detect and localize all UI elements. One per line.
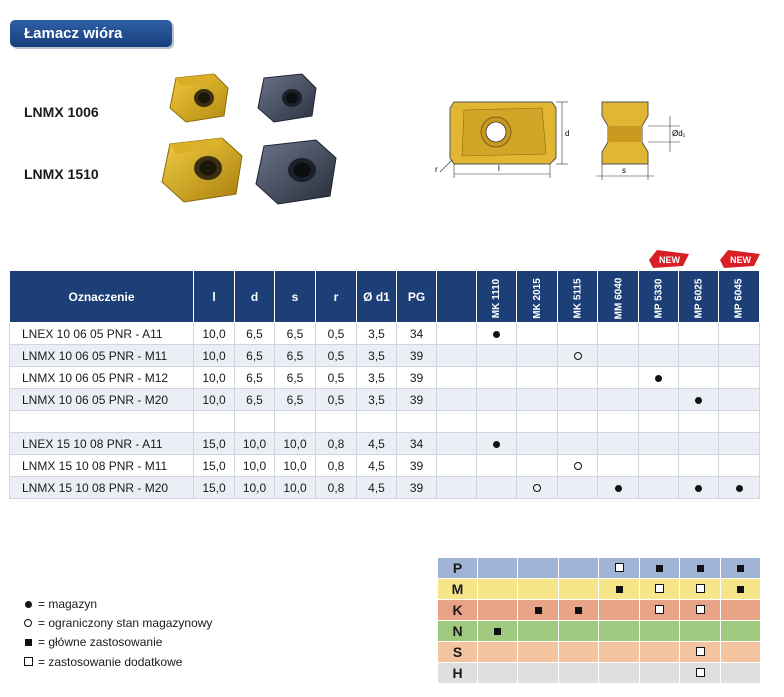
insert-image-gold-small: [164, 72, 234, 124]
cell-designation: LNEX 10 06 05 PNR - A11: [10, 323, 194, 345]
cell-l: 10,0: [194, 345, 235, 367]
cell-designation: LNMX 15 10 08 PNR - M20: [10, 477, 194, 499]
table-row: [10, 477, 760, 499]
grade-mark: [517, 389, 558, 411]
cell-d: 10,0: [235, 455, 275, 477]
grade-mark: [477, 389, 517, 411]
legend-item: = magazyn: [22, 597, 97, 611]
cell-pg: 39: [397, 455, 437, 477]
material-label: N: [438, 621, 478, 642]
grade-mark: [477, 455, 517, 477]
material-mark: [599, 621, 640, 642]
grade-mark: [719, 433, 760, 455]
col-header-d: d: [235, 271, 275, 323]
col-header-blank: [437, 271, 477, 323]
grade-mark: [558, 345, 598, 367]
cell-od1: 4,5: [357, 455, 397, 477]
material-mark: [559, 600, 599, 621]
grade-mark: [598, 389, 639, 411]
material-label: M: [438, 579, 478, 600]
grade-mark: [517, 477, 558, 499]
svg-text:NEW: NEW: [659, 255, 680, 265]
insert-image-dark-small: [252, 70, 322, 126]
material-mark: [599, 558, 640, 579]
material-label: P: [438, 558, 478, 579]
cell-l: 10,0: [194, 367, 235, 389]
col-header-r: r: [316, 271, 357, 323]
material-row: [438, 642, 761, 663]
cell-l: 10,0: [194, 323, 235, 345]
material-mark: [640, 663, 680, 684]
cell-s: 6,5: [275, 389, 316, 411]
grade-mark: [679, 367, 719, 389]
cell-pg: 39: [397, 345, 437, 367]
material-mark: [478, 663, 518, 684]
grade-mark: [598, 323, 639, 345]
cell-r: 0,8: [316, 455, 357, 477]
material-mark: [478, 600, 518, 621]
material-mark: [680, 642, 721, 663]
grade-mark: [558, 455, 598, 477]
cell-d: 6,5: [235, 367, 275, 389]
grade-mark: [517, 323, 558, 345]
legend-item: = ograniczony stan magazynowy: [22, 616, 212, 630]
table-row: [10, 411, 760, 433]
grade-header: MP 5330: [639, 271, 679, 323]
grade-mark: [598, 345, 639, 367]
material-mark: [599, 663, 640, 684]
material-mark: [599, 600, 640, 621]
insert-diagram-top-view: [432, 96, 572, 186]
cell-l: 10,0: [194, 389, 235, 411]
col-header-od1: Ø d1: [357, 271, 397, 323]
material-row: [438, 600, 761, 621]
cell-r: 0,5: [316, 367, 357, 389]
material-mark: [680, 621, 721, 642]
cell-pg: 39: [397, 477, 437, 499]
material-mark: [640, 579, 680, 600]
material-mark: [478, 642, 518, 663]
cell-od1: 3,5: [357, 345, 397, 367]
material-mark: [721, 642, 761, 663]
cell-d: 10,0: [235, 477, 275, 499]
cell-od1: 3,5: [357, 323, 397, 345]
table-row: [10, 345, 760, 367]
grade-mark: [477, 323, 517, 345]
grade-header: MK 5115: [558, 271, 598, 323]
cell-designation: LNEX 15 10 08 PNR - A11: [10, 433, 194, 455]
material-mark: [599, 642, 640, 663]
cell-d: 10,0: [235, 433, 275, 455]
table-row: [10, 367, 760, 389]
grade-mark: [517, 367, 558, 389]
cell-d: 6,5: [235, 323, 275, 345]
cell-pg: 39: [397, 389, 437, 411]
grade-mark: [558, 323, 598, 345]
grade-mark: [639, 389, 679, 411]
material-group-table: [437, 557, 761, 684]
material-mark: [640, 600, 680, 621]
material-mark: [599, 579, 640, 600]
grade-mark: [598, 455, 639, 477]
grade-mark: [477, 433, 517, 455]
material-mark: [721, 558, 761, 579]
material-mark: [721, 621, 761, 642]
grade-mark: [558, 433, 598, 455]
cell-designation: LNMX 15 10 08 PNR - M11: [10, 455, 194, 477]
cell-od1: 3,5: [357, 389, 397, 411]
grade-mark: [719, 345, 760, 367]
cell-r: 0,8: [316, 433, 357, 455]
table-row: [10, 323, 760, 345]
model-label-1006: LNMX 1006: [24, 104, 99, 120]
grade-mark: [679, 389, 719, 411]
grade-mark: [517, 455, 558, 477]
col-header-l: l: [194, 271, 235, 323]
material-mark: [680, 558, 721, 579]
material-mark: [559, 558, 599, 579]
cell-s: 10,0: [275, 477, 316, 499]
grade-mark: [719, 323, 760, 345]
cell-l: 15,0: [194, 433, 235, 455]
grade-mark: [639, 367, 679, 389]
grade-mark: [679, 455, 719, 477]
grade-mark: [477, 477, 517, 499]
material-mark: [559, 579, 599, 600]
cell-d: 6,5: [235, 345, 275, 367]
material-label: S: [438, 642, 478, 663]
grade-mark: [558, 389, 598, 411]
col-header-s: s: [275, 271, 316, 323]
grade-mark: [517, 433, 558, 455]
cell-l: 15,0: [194, 477, 235, 499]
grade-mark: [639, 477, 679, 499]
material-mark: [640, 558, 680, 579]
model-label-1510: LNMX 1510: [24, 166, 99, 182]
material-mark: [680, 579, 721, 600]
cell-designation: LNMX 10 06 05 PNR - M12: [10, 367, 194, 389]
insert-image-dark-large: [250, 134, 342, 210]
material-mark: [559, 663, 599, 684]
section-title: Łamacz wióra: [10, 20, 172, 47]
material-mark: [721, 600, 761, 621]
material-mark: [518, 558, 559, 579]
grade-mark: [719, 477, 760, 499]
cell-r: 0,5: [316, 345, 357, 367]
cell-pg: 34: [397, 433, 437, 455]
material-mark: [640, 621, 680, 642]
grade-mark: [719, 367, 760, 389]
material-mark: [518, 663, 559, 684]
material-mark: [680, 600, 721, 621]
material-mark: [518, 642, 559, 663]
material-mark: [680, 663, 721, 684]
grade-mark: [639, 455, 679, 477]
cell-od1: 3,5: [357, 367, 397, 389]
cell-pg: 39: [397, 367, 437, 389]
insert-diagram-side-view: [590, 96, 700, 186]
material-mark: [721, 663, 761, 684]
cell-od1: 4,5: [357, 433, 397, 455]
material-mark: [518, 579, 559, 600]
cell-s: 6,5: [275, 323, 316, 345]
grade-mark: [639, 433, 679, 455]
cell-d: 6,5: [235, 389, 275, 411]
cell-s: 6,5: [275, 367, 316, 389]
cell-s: 10,0: [275, 433, 316, 455]
cell-r: 0,5: [316, 389, 357, 411]
material-mark: [721, 579, 761, 600]
new-badge-mp5330: [647, 248, 691, 270]
material-mark: [518, 600, 559, 621]
grade-mark: [719, 389, 760, 411]
col-header-designation: Oznaczenie: [10, 271, 194, 323]
insert-spec-table: [9, 270, 760, 499]
grade-header: MK 2015: [517, 271, 558, 323]
insert-image-gold-large: [156, 134, 248, 206]
dim-l-label: l: [498, 164, 500, 173]
cell-s: 6,5: [275, 345, 316, 367]
cell-designation: LNMX 10 06 05 PNR - M20: [10, 389, 194, 411]
material-mark: [518, 621, 559, 642]
grade-mark: [477, 367, 517, 389]
material-row: [438, 558, 761, 579]
material-label: K: [438, 600, 478, 621]
cell-s: 10,0: [275, 455, 316, 477]
dim-d-label: d: [565, 129, 570, 138]
material-label: H: [438, 663, 478, 684]
grade-mark: [558, 477, 598, 499]
material-mark: [559, 642, 599, 663]
table-row: [10, 389, 760, 411]
cell-r: 0,8: [316, 477, 357, 499]
grade-header: MP 6025: [679, 271, 719, 323]
grade-mark: [598, 477, 639, 499]
dim-s-label: s: [622, 166, 626, 175]
grade-mark: [719, 455, 760, 477]
material-row: [438, 579, 761, 600]
grade-mark: [477, 345, 517, 367]
material-row: [438, 663, 761, 684]
cell-designation: LNMX 10 06 05 PNR - M11: [10, 345, 194, 367]
table-row: [10, 455, 760, 477]
material-mark: [478, 579, 518, 600]
grade-mark: [639, 345, 679, 367]
grade-mark: [598, 367, 639, 389]
grade-header: MK 1110: [477, 271, 517, 323]
cell-l: 15,0: [194, 455, 235, 477]
cell-r: 0,5: [316, 323, 357, 345]
grade-header: MM 6040: [598, 271, 639, 323]
grade-header: MP 6045: [719, 271, 760, 323]
material-mark: [640, 642, 680, 663]
grade-mark: [679, 433, 719, 455]
cell-pg: 34: [397, 323, 437, 345]
dim-r-label: r: [435, 165, 438, 174]
material-mark: [478, 621, 518, 642]
svg-text:NEW: NEW: [730, 255, 751, 265]
material-mark: [559, 621, 599, 642]
grade-mark: [679, 477, 719, 499]
grade-mark: [639, 323, 679, 345]
material-row: [438, 621, 761, 642]
grade-mark: [598, 433, 639, 455]
grade-mark: [517, 345, 558, 367]
grade-mark: [558, 367, 598, 389]
table-row: [10, 433, 760, 455]
grade-mark: [679, 323, 719, 345]
material-mark: [478, 558, 518, 579]
col-header-pg: PG: [397, 271, 437, 323]
new-badge-mp6045: [718, 248, 762, 270]
legend-item: = zastosowanie dodatkowe: [22, 655, 182, 669]
dim-od1-label: Ød₁: [672, 129, 686, 138]
legend-item: = główne zastosowanie: [22, 635, 162, 649]
cell-od1: 4,5: [357, 477, 397, 499]
grade-mark: [679, 345, 719, 367]
